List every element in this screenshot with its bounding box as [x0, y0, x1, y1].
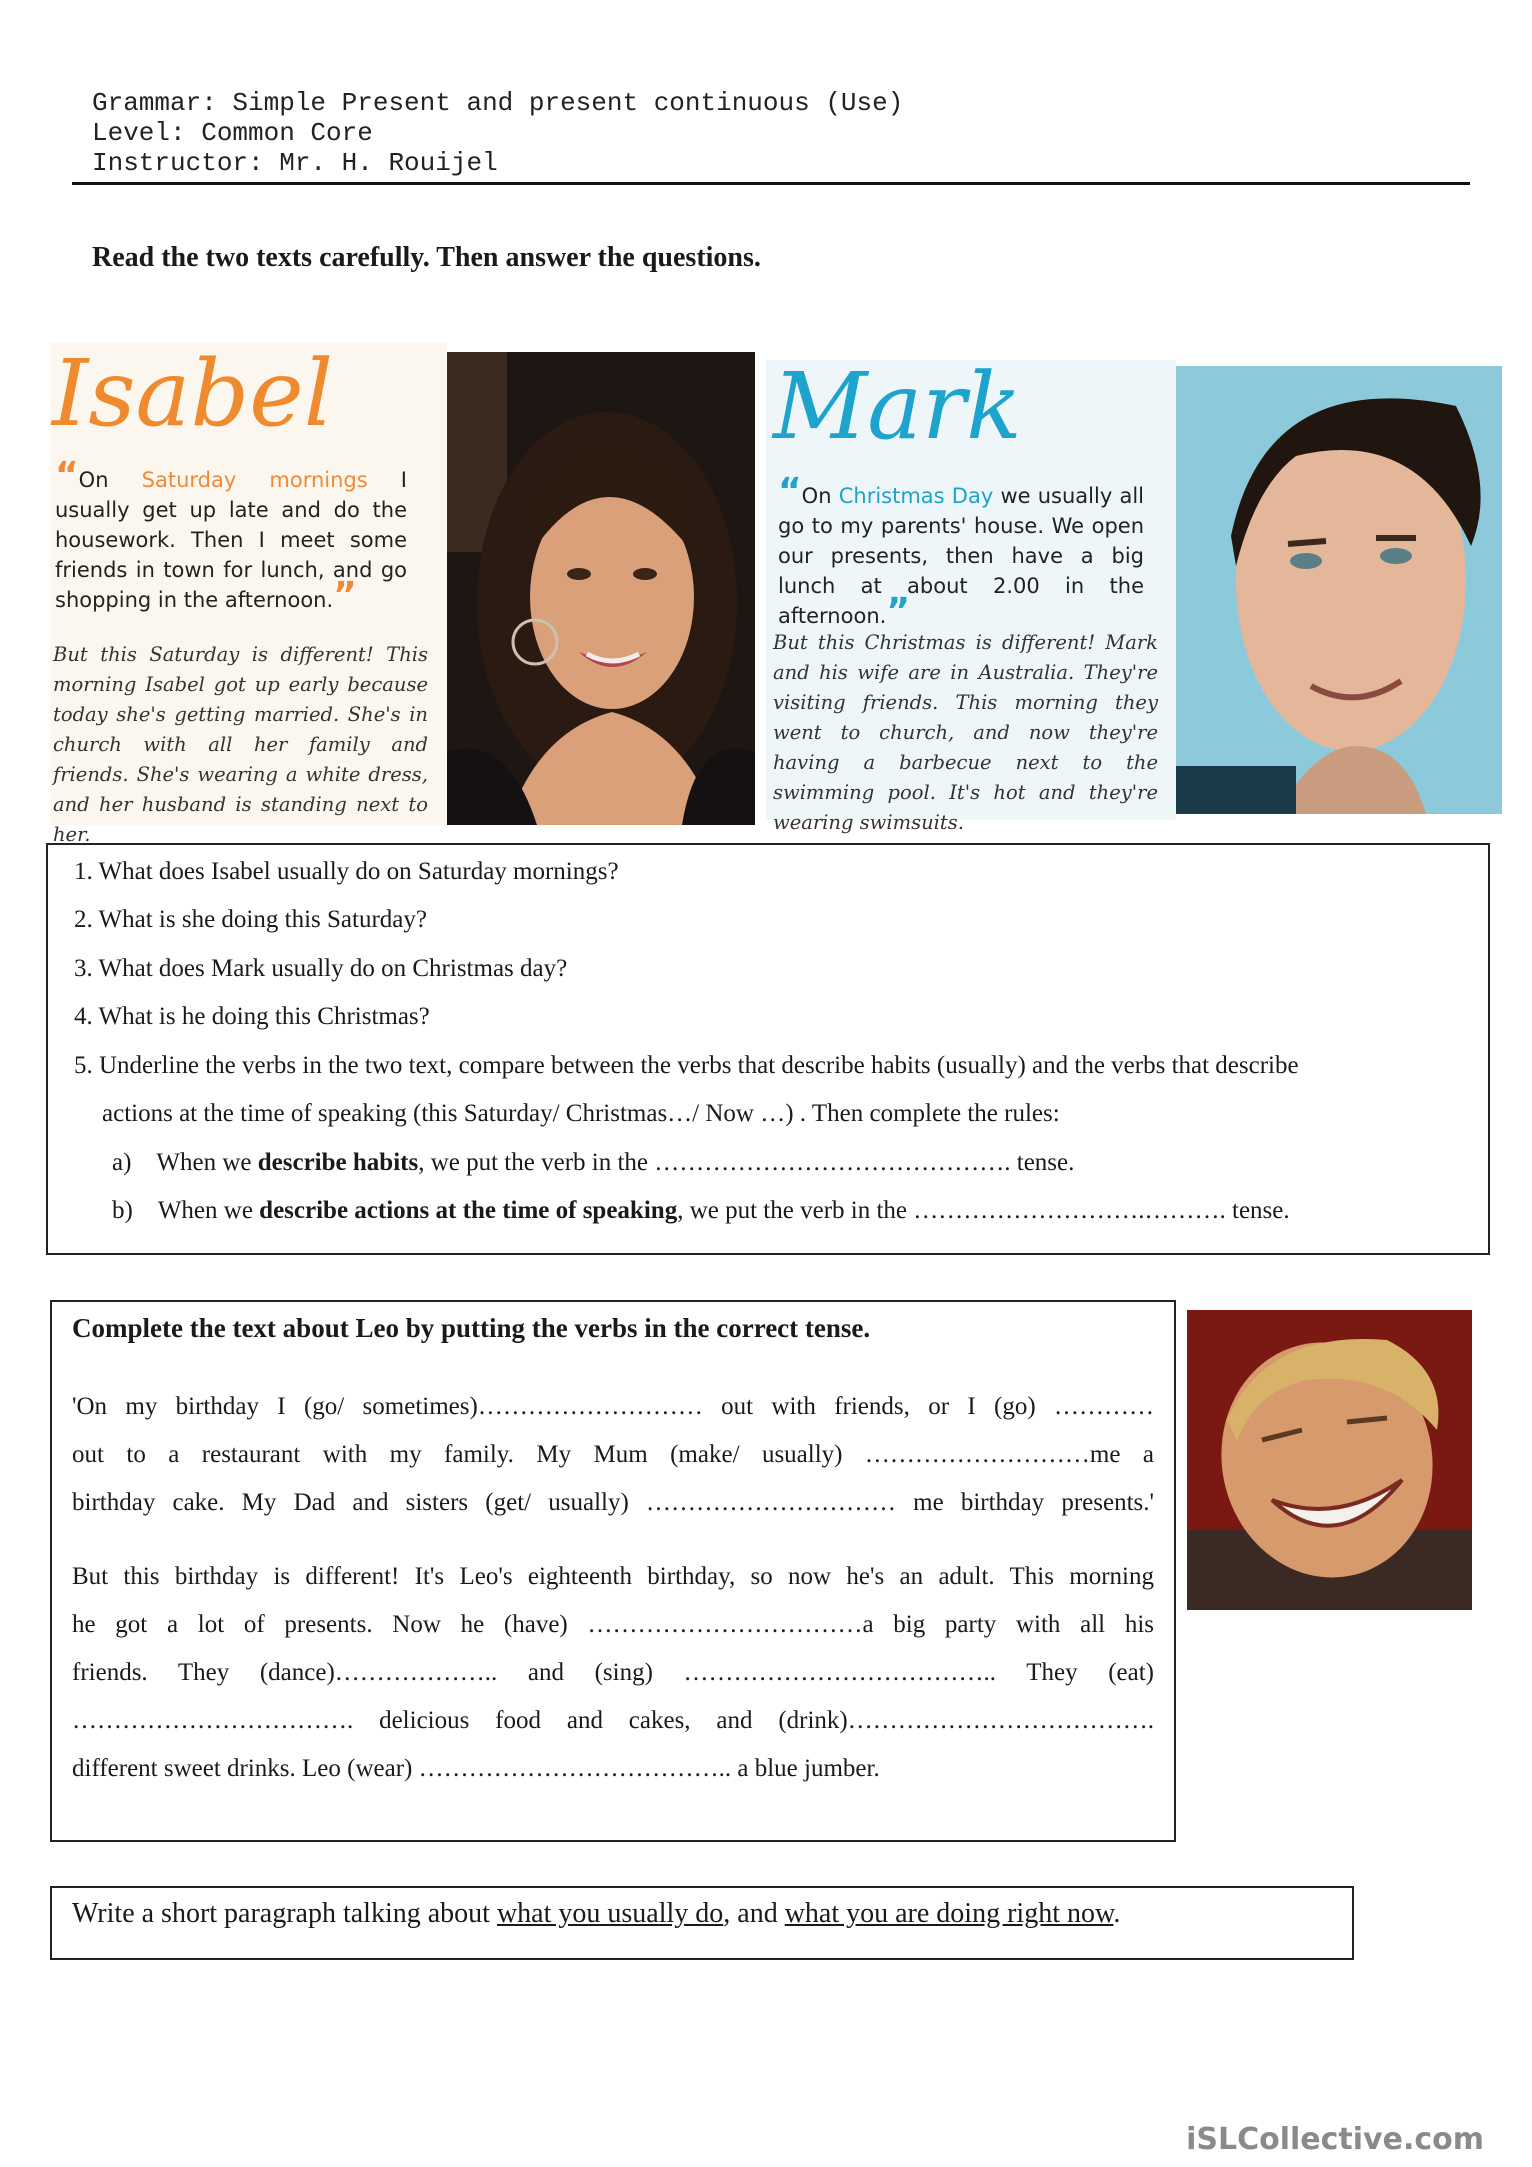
instructions: Read the two texts carefully. Then answer the questions. [92, 242, 761, 273]
level-line: Level: Common Core [92, 118, 373, 148]
leo-text-line: 'On my birthday I (go/ sometimes)……………………… out with friends, or I (go) ………… [72, 1393, 1154, 1420]
leo-text-line: out to a restaurant with my family. My Mum (make/ usually) ………………………me a [72, 1441, 1154, 1468]
questions-box [46, 843, 1490, 1255]
question-2: 2. What is she doing this Saturday? [74, 906, 427, 933]
leo-text-line: ……………………………. delicious food and cakes, and (drink)………………………………. [72, 1707, 1154, 1734]
mark-story: But this Christmas is different! Mark and his wife are in Australia. They're visiting friends. This morning they went to church, and now they're having a barbecue next to the swimming pool. It's hot and they're wearing swimsuits. [773, 631, 1158, 834]
close-quote-icon: ” [886, 591, 910, 632]
rule-b: b) When we describe actions at the time of speaking, we put the verb in the ……………………….………. tense. [112, 1197, 1290, 1224]
grammar-line: Grammar: Simple Present and present continuous (Use) [92, 88, 904, 118]
question-4: 4. What is he doing this Christmas? [74, 1003, 430, 1030]
question-5: 5. Underline the verbs in the two text, compare between the verbs that describe habits (usually) and the verbs that describe [74, 1052, 1299, 1079]
mark-quote-highlight: Christmas Day [838, 484, 994, 508]
isabel-photo [447, 352, 755, 825]
isabel-quote-highlight: Saturday mornings [141, 468, 368, 492]
question-3: 3. What does Mark usually do on Christmas day? [74, 955, 568, 982]
leo-text-line: birthday cake. My Dad and sisters (get/ usually) ………………………… me birthday presents.' [72, 1489, 1154, 1516]
isabel-heading: Isabel [52, 340, 334, 447]
leo-text-line: But this birthday is different! It's Leo's eighteenth birthday, so now he's an adult. This morning [72, 1563, 1154, 1590]
open-quote-icon: “ [778, 471, 802, 512]
leo-text-line: he got a lot of presents. Now he (have) ……………………………a big party with all his [72, 1611, 1154, 1638]
isabel-story: But this Saturday is different! This morning Isabel got up early because today she's getting married. She's in church with all her family and friends. She's wearing a white dress, and her husband is standing next to her. [53, 643, 428, 846]
rule-a: a) When we describe habits, we put the verb in the ……………………………………. tense. [112, 1149, 1075, 1176]
mark-heading: Mark [773, 353, 1022, 460]
close-quote-icon: ” [333, 575, 357, 616]
site-watermark: iSLCollective.com [1186, 2122, 1484, 2157]
isabel-quote: “On Saturday mornings I usually get up late and do the housework. Then I meet some friends in town for lunch, and go shopping in the afternoon.” [55, 455, 407, 616]
leo-photo [1187, 1310, 1472, 1610]
mark-quote: “On Christmas Day we usually all go to my parents' house. We open our presents, then have a big lunch at about 2.00 in the afternoon.” [778, 471, 1145, 632]
leo-text-line: friends. They (dance)……………….. and (sing) ……………………………….. They (eat) [72, 1659, 1154, 1686]
mark-photo [1176, 366, 1502, 814]
leo-exercise-title: Complete the text about Leo by putting the verbs in the correct tense. [72, 1313, 871, 1343]
worksheet-header [92, 88, 903, 178]
leo-text-line: different sweet drinks. Leo (wear) ……………………………….. a blue jumber. [72, 1755, 880, 1782]
question-1: 1. What does Isabel usually do on Saturday mornings? [74, 858, 619, 885]
question-5-cont: actions at the time of speaking (this Saturday/ Christmas…/ Now …) . Then complete the rules: [102, 1100, 1060, 1127]
open-quote-icon: “ [55, 455, 79, 496]
instructor-line: Instructor: Mr. H. Rouijel [92, 148, 498, 178]
writing-task: Write a short paragraph talking about what you usually do, and what you are doing right now. [72, 1898, 1121, 1929]
header-divider [72, 182, 1470, 185]
